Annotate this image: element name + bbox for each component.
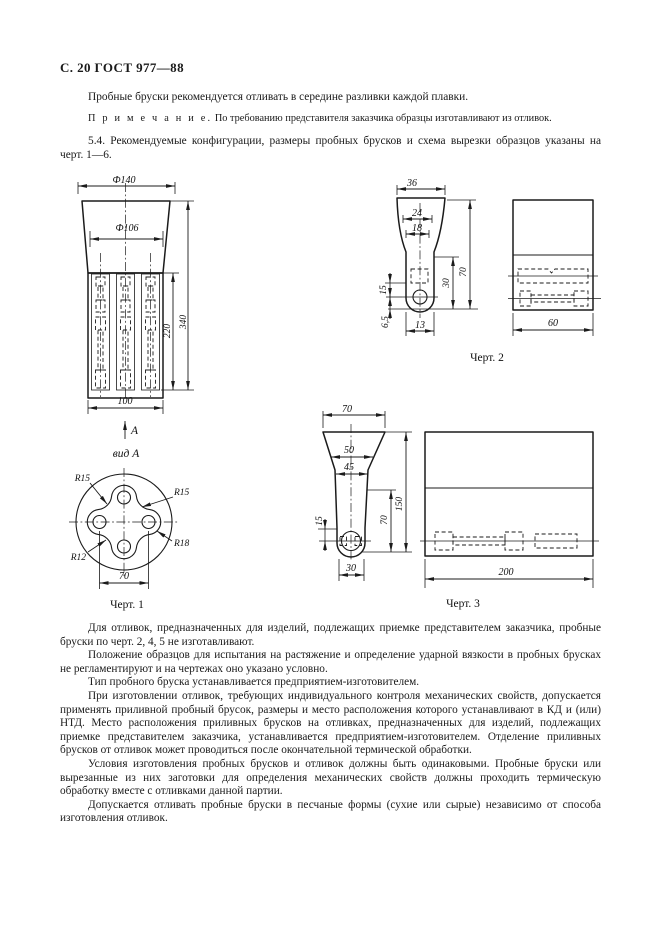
fig2-dim-inner-width: 18 bbox=[412, 223, 422, 234]
fig1-dim-total-height: 340 bbox=[179, 314, 189, 330]
fig2-dim-bottom-offset: 6,5 bbox=[381, 316, 391, 328]
fig1-centerlines bbox=[101, 183, 151, 397]
paragraph: Условия изготовления пробных брусков и отливок должны быть одинаковыми. Пробные бруски или вырезанные из них заготовки для определения механических свойств должны проходить термическую обработку вместе с отливками данной партии. bbox=[60, 757, 601, 798]
fig1-dim-r-right: R15 bbox=[174, 488, 190, 498]
fig2-dimension-lines bbox=[390, 189, 470, 331]
fig3-funnel-outline bbox=[323, 432, 385, 557]
fig2-dim-block-width: 60 bbox=[548, 318, 558, 329]
paragraph bbox=[60, 134, 601, 162]
fig3-dim-inner-width: 45 bbox=[344, 462, 354, 473]
fig3-block-outline bbox=[425, 432, 593, 556]
fig2-dim-total-height: 70 bbox=[459, 267, 469, 277]
figure-3 bbox=[315, 404, 599, 610]
fig2-dim-top-width: 36 bbox=[407, 178, 417, 189]
fig3-dim-total-height: 150 bbox=[395, 496, 405, 512]
fig1-dim-hole-span: 70 bbox=[119, 571, 129, 582]
fig3-extension-lines bbox=[318, 411, 412, 581]
fig3-dim-left-height: 15 bbox=[315, 516, 325, 526]
fig2-dim-mid-width: 24 bbox=[412, 208, 422, 219]
paragraph: При изготовлении отливок, требующих индивидуального контроля механических свойств, допускается применять приливной пробный брусок, размеры и место расположения которого устанавливают в КД и (или) НТД. Место расположения приливных брусков на отливках, предназначенных для изделий, подлежащих приемке представителем заказчика, устанавливается предприятием-изготовителем. Отделение приливных брусков от отливок может проводиться после окончательной термической обработки. bbox=[60, 689, 601, 757]
paragraph: Для отливок, предназначенных для изделий, подлежащих приемке представителем заказчика, пробные бруски по черт. 2, 4, 5 не изготавливают. bbox=[60, 622, 601, 648]
fig1-dim-inner-dia: Ф106 bbox=[115, 223, 139, 234]
fig3-dim-block-width: 200 bbox=[498, 567, 514, 578]
fig2-block-view bbox=[508, 200, 601, 336]
fig1-dim-top-dia: Ф140 bbox=[112, 175, 136, 186]
fig3-block-view bbox=[420, 432, 599, 588]
fig1-dim-r-bottom-left: R12 bbox=[70, 553, 86, 563]
fig2-dim-stem-height: 30 bbox=[442, 278, 452, 288]
page-header: С. 20 ГОСТ 977—88 bbox=[60, 60, 184, 75]
paragraph: Тип пробного бруска устанавливается предприятием-изготовителем. bbox=[88, 676, 420, 689]
intro-text-block bbox=[60, 90, 601, 170]
paragraph: Допускается отливать пробные бруски в песчаные формы (сухие или сырые) независимо от способа изготовления отливок. bbox=[60, 798, 601, 825]
fig1-caption: Черт. 1 bbox=[110, 599, 144, 611]
paragraph-text: 5.4. Рекомендуемые конфигурации, размеры пробных брусков и схема вырезки образцов указаны на черт. 1—6. bbox=[60, 135, 601, 161]
fig3-dim-top-width: 70 bbox=[342, 404, 352, 415]
note-label: П р и м е ч а н и е. bbox=[88, 113, 213, 124]
fig1-funnel-outline bbox=[82, 201, 170, 273]
technical-drawings-canvas bbox=[0, 172, 661, 622]
figure-1 bbox=[69, 175, 194, 611]
figure-2 bbox=[379, 178, 601, 364]
fig2-extension-lines bbox=[385, 185, 478, 336]
fig3-dim-foot-width: 30 bbox=[346, 563, 356, 574]
note-paragraph bbox=[60, 112, 601, 126]
fig2-caption: Черт. 2 bbox=[470, 352, 504, 364]
view-a-arrow-label: А bbox=[131, 425, 139, 437]
paragraph-text: Пробные бруски рекомендуется отливать в середине разливки каждой плавки. bbox=[88, 91, 469, 103]
fig2-hidden-cavity bbox=[411, 269, 428, 283]
view-a-label: вид А bbox=[112, 448, 140, 460]
fig2-dim-foot-width: 13 bbox=[415, 320, 425, 331]
fig1-view-a-section bbox=[69, 468, 190, 582]
fig1-dim-r-bottom-right: R18 bbox=[174, 539, 190, 549]
paragraph bbox=[60, 90, 601, 104]
fig1-dim-r-top-left: R15 bbox=[74, 474, 90, 484]
fig3-caption: Черт. 3 bbox=[446, 598, 480, 610]
fig2-dim-left-height: 15 bbox=[379, 285, 389, 295]
fig1-dim-block-height: 220 bbox=[163, 323, 173, 339]
body-text-block bbox=[60, 622, 601, 826]
paragraph: Положение образцов для испытания на растяжение и определение ударной вязкости в пробных брусках не регламентируют и на чертежах оно указано условно. bbox=[60, 649, 601, 675]
fig3-dim-mid-width: 50 bbox=[344, 445, 354, 456]
note-text: По требованию представителя заказчика образцы изготавливают из отливок. bbox=[214, 113, 552, 124]
fig1-dim-bottom-width: 100 bbox=[117, 396, 133, 407]
fig3-dim-stem-height: 70 bbox=[380, 515, 390, 525]
